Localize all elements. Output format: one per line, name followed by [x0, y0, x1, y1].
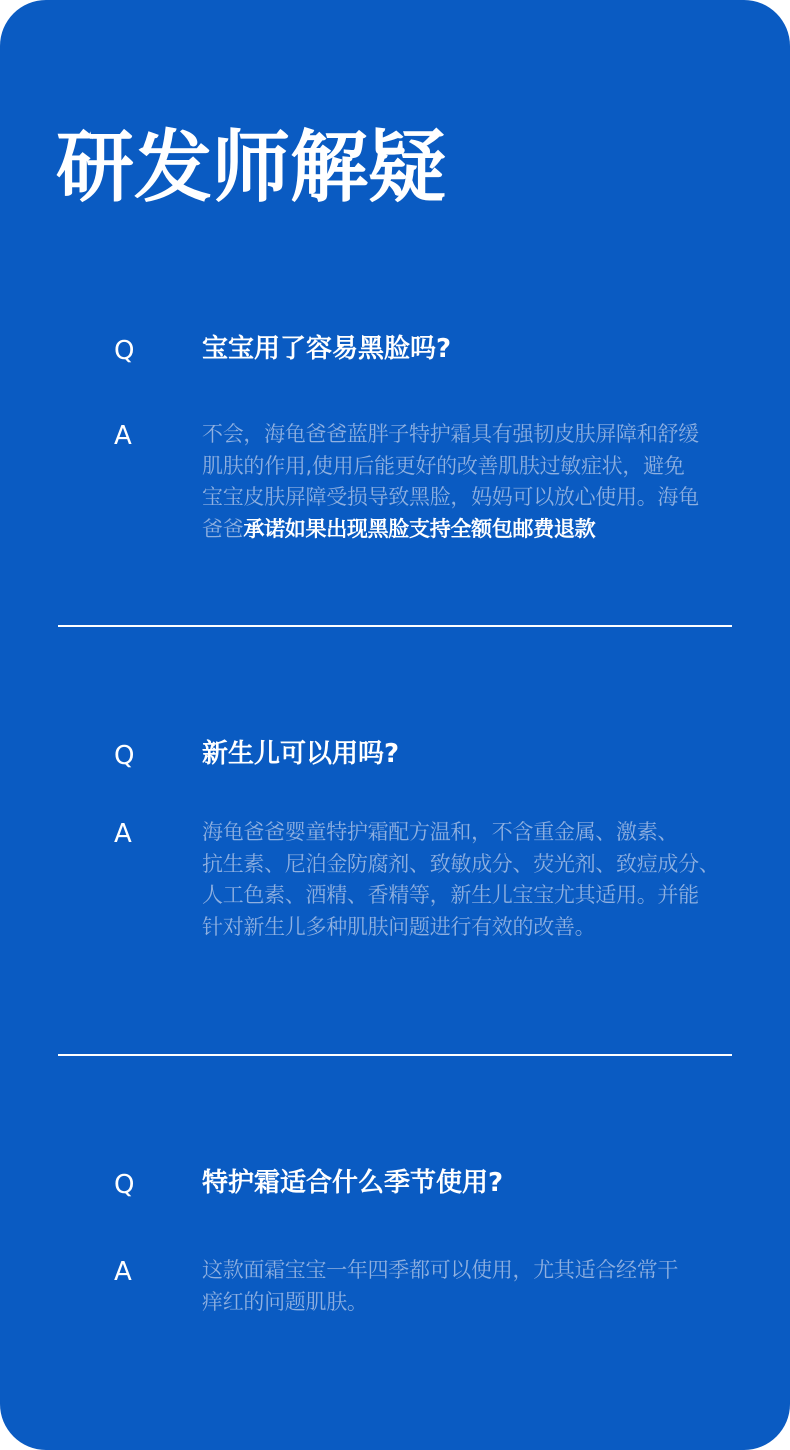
answer-marker: A [114, 421, 132, 451]
answer-line: 肌肤的作用,使用后能更好的改善肌肤过敏症状，避免 [202, 453, 685, 478]
question-marker: Q [114, 741, 135, 771]
question-marker: Q [114, 1170, 135, 1200]
faq-answer-3 [202, 1255, 754, 1318]
faq-answer-1 [202, 419, 754, 545]
faq-question-2: 新生儿可以用吗? [202, 739, 400, 769]
answer-line: 海龟爸爸婴童特护霜配方温和，不含重金属、激素、 [202, 820, 679, 844]
faq-answer-2 [202, 817, 754, 943]
answer-line: 针对新生儿多种肌肤问题进行有效的改善。 [202, 914, 596, 939]
answer-text: 爸爸 [202, 516, 244, 541]
answer-line: 宝宝皮肤屏障受损导致黑脸，妈妈可以放心使用。海龟 [202, 485, 699, 509]
divider [58, 625, 732, 627]
faq-question-1: 宝宝用了容易黑脸吗? [202, 334, 452, 364]
divider [58, 1054, 732, 1056]
answer-line-last [202, 514, 754, 546]
page-title: 研发师解疑 [56, 123, 447, 213]
question-marker: Q [114, 336, 135, 366]
faq-question-3: 特护霜适合什么季节使用? [202, 1168, 504, 1198]
answer-marker: A [114, 1257, 132, 1287]
answer-marker: A [114, 819, 132, 849]
answer-line: 这款面霜宝宝一年四季都可以使用，尤其适合经常干 [202, 1258, 679, 1282]
refund-promise-text: 承诺如果出现黑脸支持全额包邮费退款 [243, 516, 596, 541]
answer-line: 抗生素、尼泊金防腐剂、致敏成分、荧光剂、致痘成分、 [202, 851, 720, 876]
answer-line: 痒红的问题肌肤。 [202, 1289, 368, 1314]
answer-line: 不会，海龟爸爸蓝胖子特护霜具有强韧皮肤屏障和舒缓 [202, 422, 699, 446]
answer-line: 人工色素、酒精、香精等，新生儿宝宝尤其适用。并能 [202, 883, 699, 907]
